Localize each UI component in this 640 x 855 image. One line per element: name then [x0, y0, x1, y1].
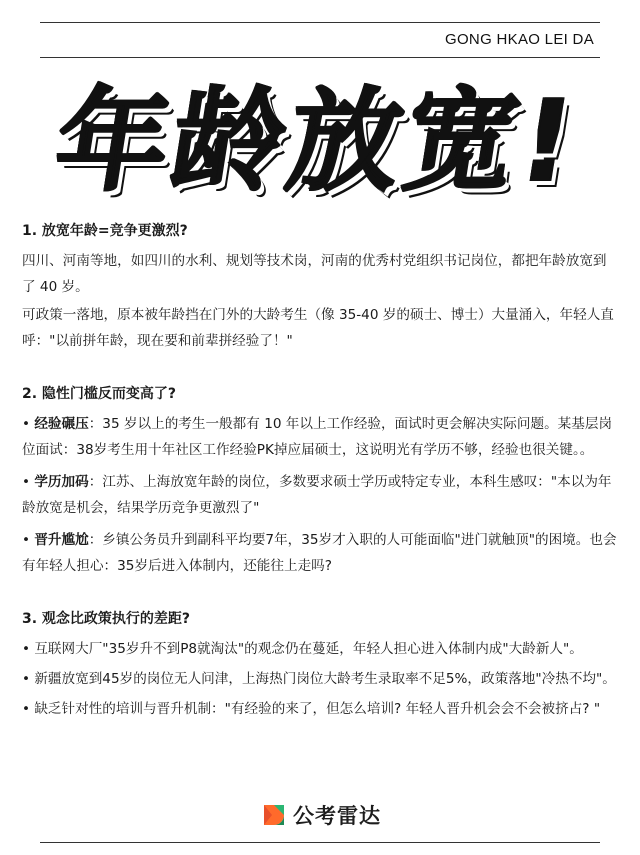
article-body [22, 218, 618, 722]
bullet-item: • 新疆放宽到45岁的岗位无人问津，上海热门岗位大龄考生录取率不足5%，政策落地"冷热不均"。 [22, 671, 616, 687]
section-heading: 1. 放宽年龄=竞争更激烈? [22, 223, 188, 239]
top-rule [40, 22, 600, 23]
header-rule [40, 57, 600, 58]
section-heading: 3. 观念比政策执行的差距? [22, 611, 191, 627]
brand-header: GONG HKAO LEI DA [445, 31, 594, 48]
bullet-lead: 学历加码 [34, 474, 89, 490]
bullet-item: • 学历加码：江苏、上海放宽年龄的岗位，多数要求硕士学历或特定专业，本科生感叹："本以为年龄放宽是机会，结果学历竞争更激烈了" [22, 474, 612, 516]
footer-logo [261, 800, 381, 830]
page-title: 年龄放宽! [46, 77, 587, 207]
section-heading: 2. 隐性门槛反而变高了? [22, 386, 177, 402]
bullet-item: • 经验碾压：35 岁以上的考生一般都有 10 年以上工作经验，面试时更会解决实际问题。某基层岗位面试：38岁考生用十年社区工作经验PK掉应届硕士，这说明光有学历不够，经验也很关键。。 [22, 416, 613, 458]
bullet-text: ：江苏、上海放宽年龄的岗位，多数要求硕士学历或特定专业，本科生感叹："本以为年龄放宽是机会，结果学历竞争更激烈了" [22, 474, 612, 516]
bullet-lead: 晋升尴尬 [34, 532, 89, 548]
logo-text: 公考雷达 [293, 804, 381, 828]
title-banner [40, 72, 600, 212]
footer-rule [40, 842, 600, 843]
paragraph: 四川、河南等地，如四川的水利、规划等技术岗，河南的优秀村党组织书记岗位，都把年龄放宽到了 40 岁。 [22, 253, 607, 295]
bullet-text: ：乡镇公务员升到副科平均要7年，35岁才入职的人可能面临"进门就触顶"的困境。也会有年轻人担心：35岁后进入体制内，还能往上走吗? [22, 532, 617, 574]
bullet-text: ：35 岁以上的考生一般都有 10 年以上工作经验，面试时更会解决实际问题。某基层岗位面试：38岁考生用十年社区工作经验PK掉应届硕士，这说明光有学历不够，经验也很关键。。 [22, 416, 613, 458]
bullet-lead: 经验碾压 [34, 416, 89, 432]
bullet-item: • 晋升尴尬：乡镇公务员升到副科平均要7年，35岁才入职的人可能面临"进门就触顶"的困境。也会有年轻人担心：35岁后进入体制内，还能往上走吗? [22, 532, 617, 574]
bullet-item: • 缺乏针对性的培训与晋升机制："有经验的来了，但怎么培训? 年轻人晋升机会会不会被挤占? " [22, 701, 601, 717]
bullet-text: 新疆放宽到45岁的岗位无人问津，上海热门岗位大龄考生录取率不足5%，政策落地"冷热不均"。 [34, 671, 616, 687]
paragraph: 可政策一落地，原本被年龄挡在门外的大龄考生（像 35-40 岁的硕士、博士）大量涌入，年轻人直呼："以前拼年龄，现在要和前辈拼经验了！" [22, 307, 614, 349]
bullet-item: • 互联网大厂"35岁升不到P8就淘汰"的观念仍在蔓延，年轻人担心进入体制内成"大龄新人"。 [22, 641, 583, 657]
bullet-text: 缺乏针对性的培训与晋升机制："有经验的来了，但怎么培训? 年轻人晋升机会会不会被挤占? " [34, 701, 601, 717]
bullet-text: 互联网大厂"35岁升不到P8就淘汰"的观念仍在蔓延，年轻人担心进入体制内成"大龄新人"。 [34, 641, 583, 657]
radar-logo-icon [261, 802, 287, 828]
